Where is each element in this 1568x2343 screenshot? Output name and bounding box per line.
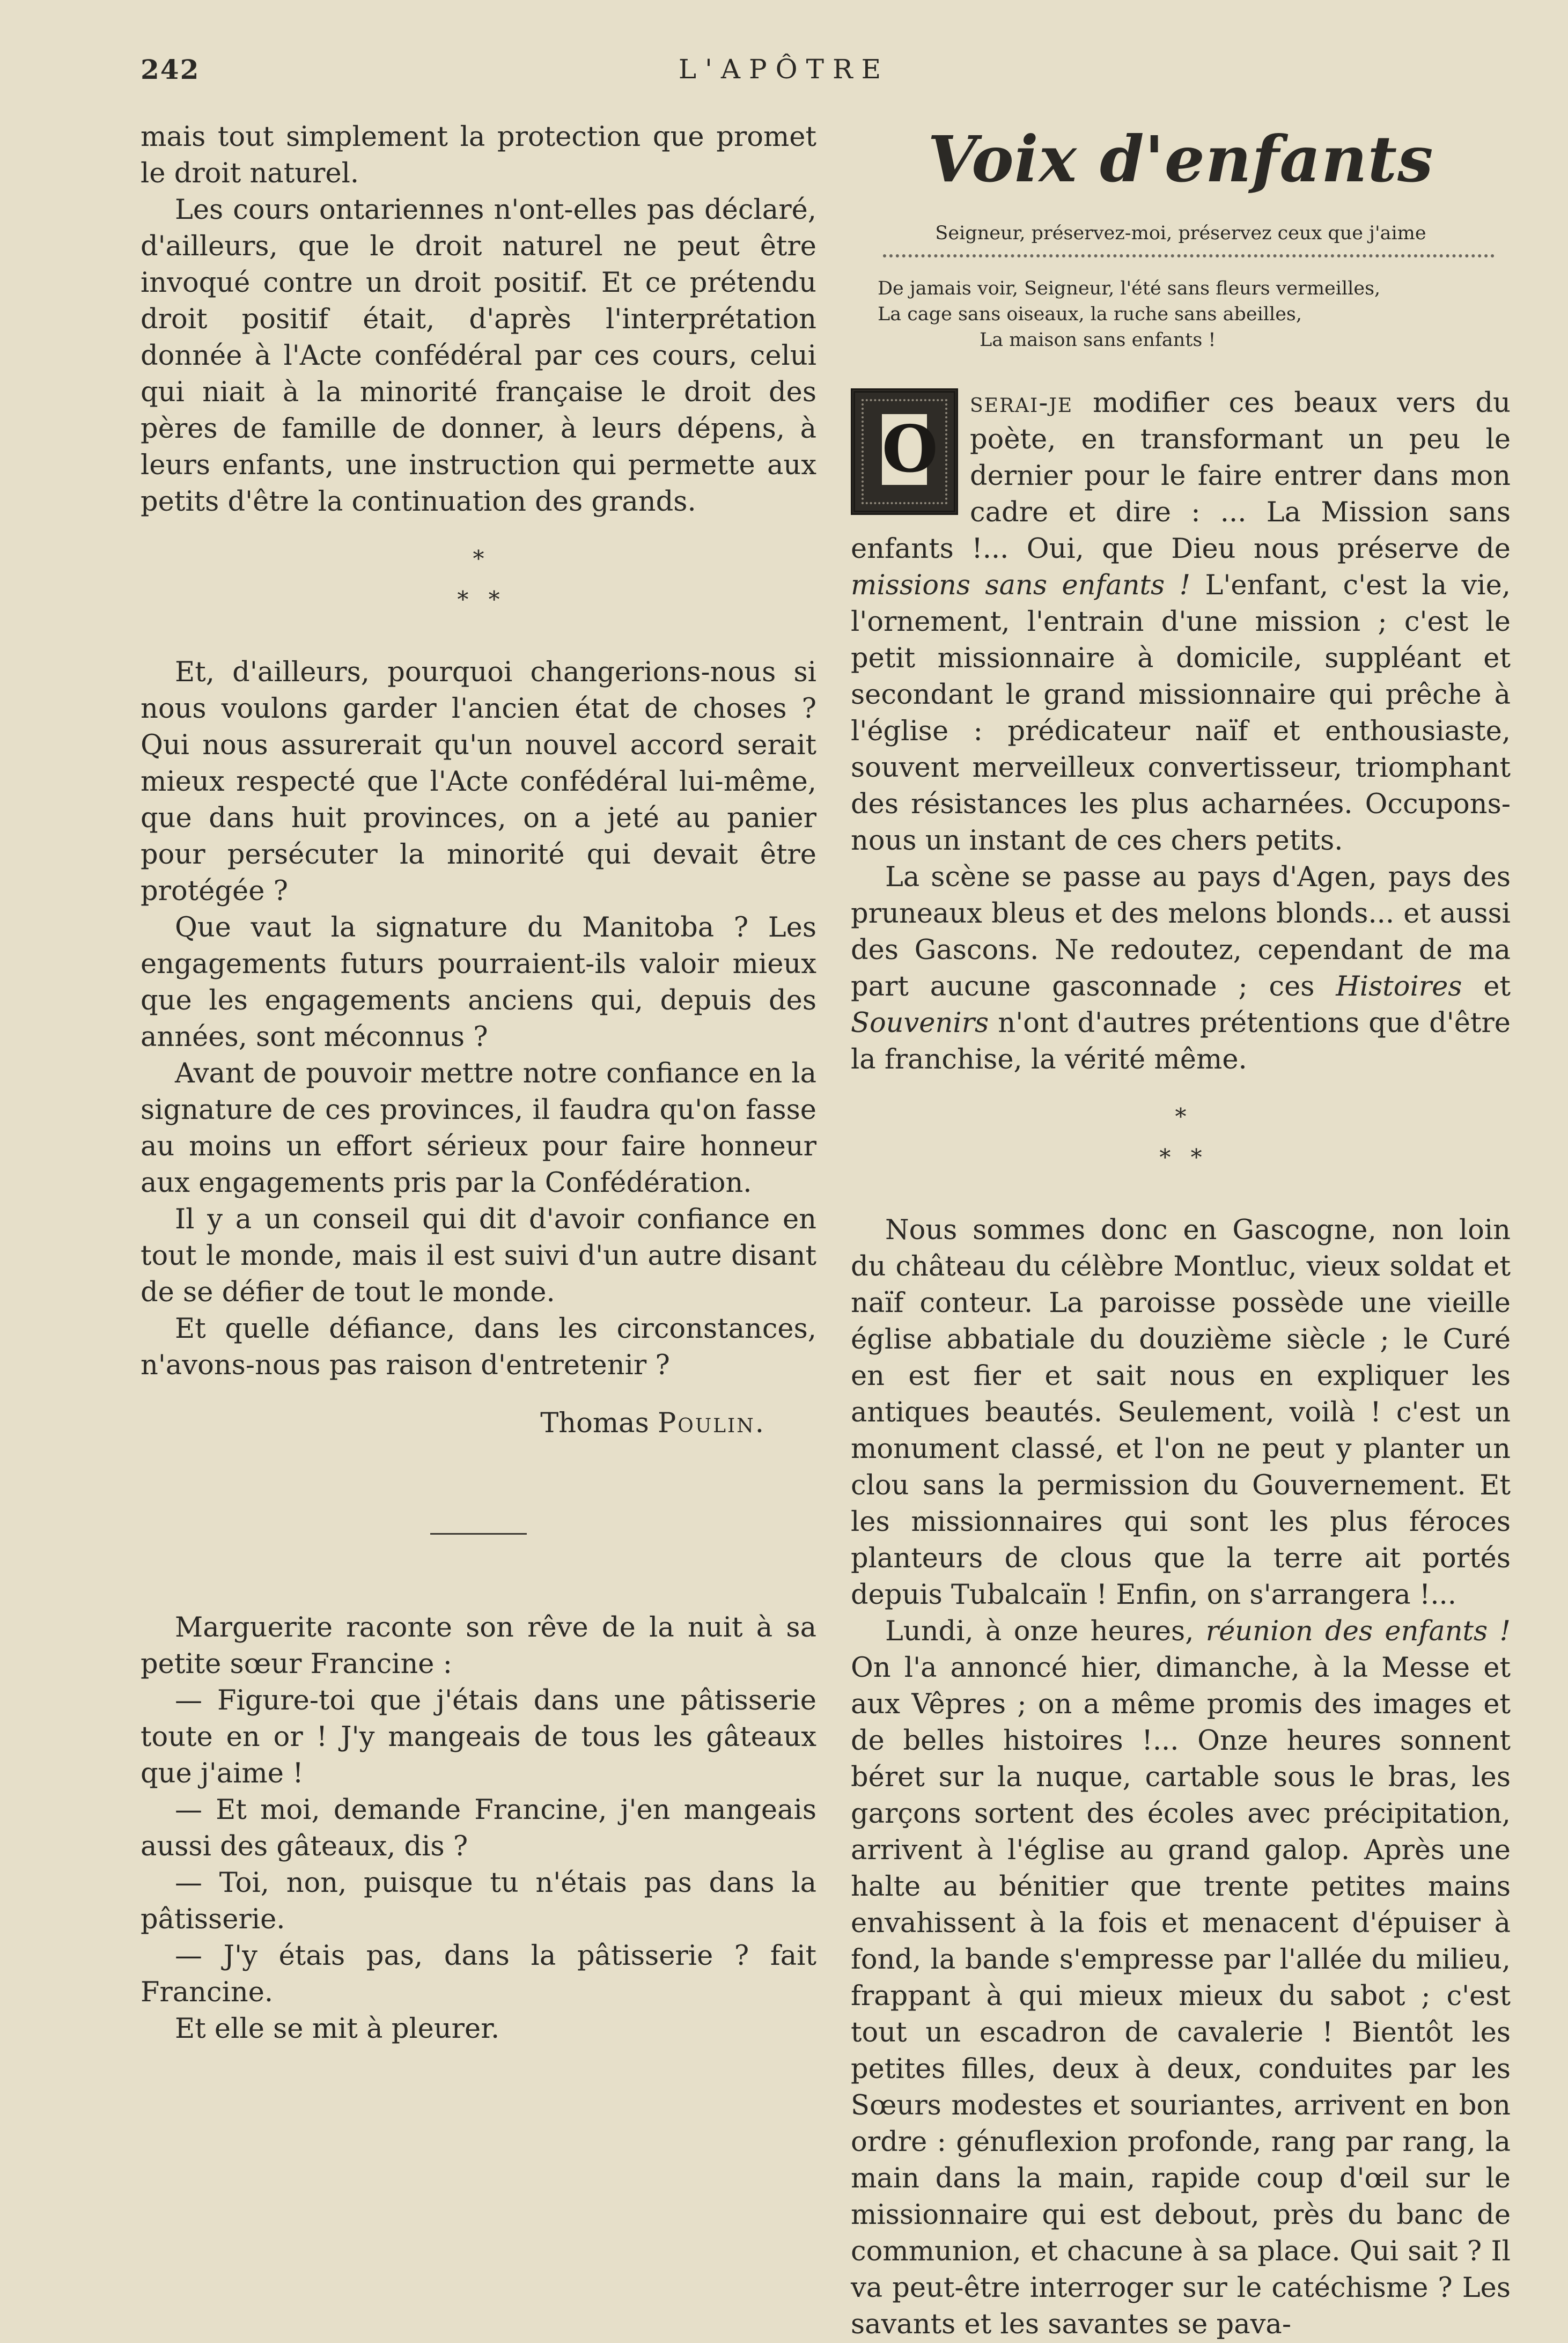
author-signature (141, 1405, 816, 1442)
paragraph: Les cours ontariennes n'ont-elles pas déclaré, d'ailleurs, que le droit naturel ne peut être invoqué contre un droit positif. Et ce prétendu droit positif était, d'après l'interprétation donnée à l'Acte confédéral par ces cours, celui qui niait à la minorité française le droit des pères de famille de donner, à leurs dépens, à leurs enfants, une instruction qui permette aux petits d'être la continuation des grands. (141, 194, 816, 518)
ornamental-dropcap (851, 388, 958, 515)
lead-in-caps: serai-je (970, 387, 1073, 419)
anecdote-paragraph: — Figure-toi que j'étais dans une pâtisserie toute en or ! J'y mangeais de tous les gâteaux que j'aime ! (141, 1685, 816, 1789)
verse-line: De jamais voir, Seigneur, l'été sans fleurs vermeilles, (878, 278, 1381, 299)
paragraph: Que vaut la signature du Manitoba ? Les engagements futurs pourraient-ils valoir mieux que les engagements anciens qui, depuis des années, sont méconnus ? (141, 912, 816, 1053)
separator-stars: * * (457, 586, 500, 613)
anecdote-paragraph: Marguerite raconte son rêve de la nuit à sa petite sœur Francine : (141, 1612, 816, 1680)
anecdote-paragraph: — Toi, non, puisque tu n'étais pas dans la pâtisserie. (141, 1867, 816, 1935)
verse-line: La cage sans oiseaux, la ruche sans abeilles, (878, 304, 1302, 325)
dotted-separator (883, 254, 1495, 257)
italic-text: Histoires (1336, 971, 1462, 1003)
paragraph: Et, d'ailleurs, pourquoi changerions-nous si nous voulons garder l'ancien état de choses ? Qui nous assurerait qu'un nouvel accord serait mieux respecté que l'Acte confédéral lui-même, que dans huit provinces, on a jeté au panier pour persécuter la minorité qui devait être protégée ? (141, 657, 816, 907)
paragraph (851, 859, 1511, 1078)
horizontal-rule (430, 1533, 527, 1535)
text-run: Lundi, à onze heures, (885, 1616, 1206, 1647)
verse-quote (851, 276, 1511, 353)
paragraph: Et quelle défiance, dans les circonstances, n'avons-nous pas raison d'entretenir ? (141, 1313, 816, 1381)
page-number: 242 (141, 54, 200, 85)
italic-text: réunion des enfants ! (1205, 1616, 1511, 1647)
left-column (141, 119, 816, 2047)
text-run: modifier ces beaux vers du poète, en transformant un peu le dernier pour le faire entrer dans mon cadre et dire : ... La Mission sans enfants !... Oui, que Dieu nous préserve de (851, 387, 1511, 565)
anecdote-paragraph: — Et moi, demande Francine, j'en mangeais aussi des gâteaux, dis ? (141, 1794, 816, 1862)
running-title: L'APÔTRE (678, 54, 890, 85)
section-separator (141, 539, 816, 620)
article-title: Voix d'enfants (927, 122, 1434, 196)
text-run: et (1462, 971, 1511, 1003)
text-run: La scène se passe au pays d'Agen, pays des pruneaux bleus et des melons blonds... et aussi des Gascons. Ne redoutez, cependant de ma part aucune gasconnade ; ces (851, 861, 1511, 1003)
separator-star: * (1175, 1103, 1187, 1130)
text-run: On l'a annoncé hier, dimanche, à la Messe et aux Vêpres ; on a même promis des images et de belles histoires !... Onze heures sonnent béret sur la nuque, cartable sous le bras, les garçons sortent des écoles avec précipitation, arrivent à l'église au grand galop. Après une halte au bénitier que trente petites mains envahissent à la fois et menacent d'épuiser à fond, la bande s'empresse par l'allée du milieu, frappant à qui mieux mieux du sabot ; c'est tout un escadron de cavalerie ! Bientôt les petites filles, deux à deux, conduites par les Sœurs modestes et souriantes, arrivent en bon ordre : génuflexion profonde, rang par rang, la main dans la main, rapide coup d'œil sur le missionnaire qui est debout, près du banc de communion, et chacune à sa place. Qui sait ? Il va peut-être interroger sur le catéchisme ? Les savants et les savantes se pava- (851, 1652, 1511, 2340)
paragraph: Il y a un conseil qui dit d'avoir confiance en tout le monde, mais il est suivi d'un autre disant de se défier de tout le monde. (141, 1204, 816, 1308)
page-header (0, 54, 1568, 97)
paragraph: mais tout simplement la protection que promet le droit naturel. (141, 121, 816, 189)
anecdote-paragraph: Et elle se mit à pleurer. (175, 2013, 500, 2045)
opening-paragraph (851, 385, 1511, 859)
section-separator (851, 1096, 1511, 1178)
paragraph (851, 1613, 1511, 2343)
paragraph: Avant de pouvoir mettre notre confiance en la signature de ces provinces, il faudra qu'on fasse au moins un effort sérieux pour faire honneur aux engagements pris par la Confédération. (141, 1058, 816, 1199)
italic-text: Souvenirs (851, 1007, 989, 1039)
author-last-name: Poulin. (657, 1408, 765, 1439)
separator-stars: * * (1159, 1144, 1202, 1170)
text-run: n'ont d'autres prétentions que d'être la franchise, la vérité même. (851, 1007, 1511, 1075)
separator-star: * (473, 546, 484, 572)
paragraph: Nous sommes donc en Gascogne, non loin du château du célèbre Montluc, vieux soldat et naïf conteur. La paroisse possède une vieille église abbatiale du douzième siècle ; le Curé en est fier et sait nous en expliquer les antiques beautés. Seulement, voilà ! c'est un monument classé, et l'on ne peut y planter un clou sans la permission du Gouvernement. Et les missionnaires qui sont les plus féroces planteurs de clous que la terre ait portés depuis Tubalcaïn ! Enfin, on s'arrangera !... (851, 1214, 1511, 1611)
author-first-name: Thomas (540, 1408, 649, 1439)
anecdote-paragraph: — J'y étais pas, dans la pâtisserie ? fait Francine. (141, 1940, 816, 2008)
right-column (851, 119, 1511, 2343)
epigraph: Seigneur, préservez-moi, préservez ceux que j'aime (935, 223, 1426, 244)
dropcap-letter: O (882, 411, 938, 487)
verse-line: La maison sans enfants ! (980, 329, 1216, 351)
text-run: L'enfant, c'est la vie, l'ornement, l'entrain d'une mission ; c'est le petit missionnaire à domicile, suppléant et secondant le grand missionnaire qui prêche à l'église : prédicateur naïf et enthousiaste, souvent merveilleux convertisseur, triomphant des résistances les plus acharnées. Occupons-nous un instant de ces chers petits. (851, 570, 1511, 857)
italic-text: missions sans enfants ! (851, 570, 1191, 601)
